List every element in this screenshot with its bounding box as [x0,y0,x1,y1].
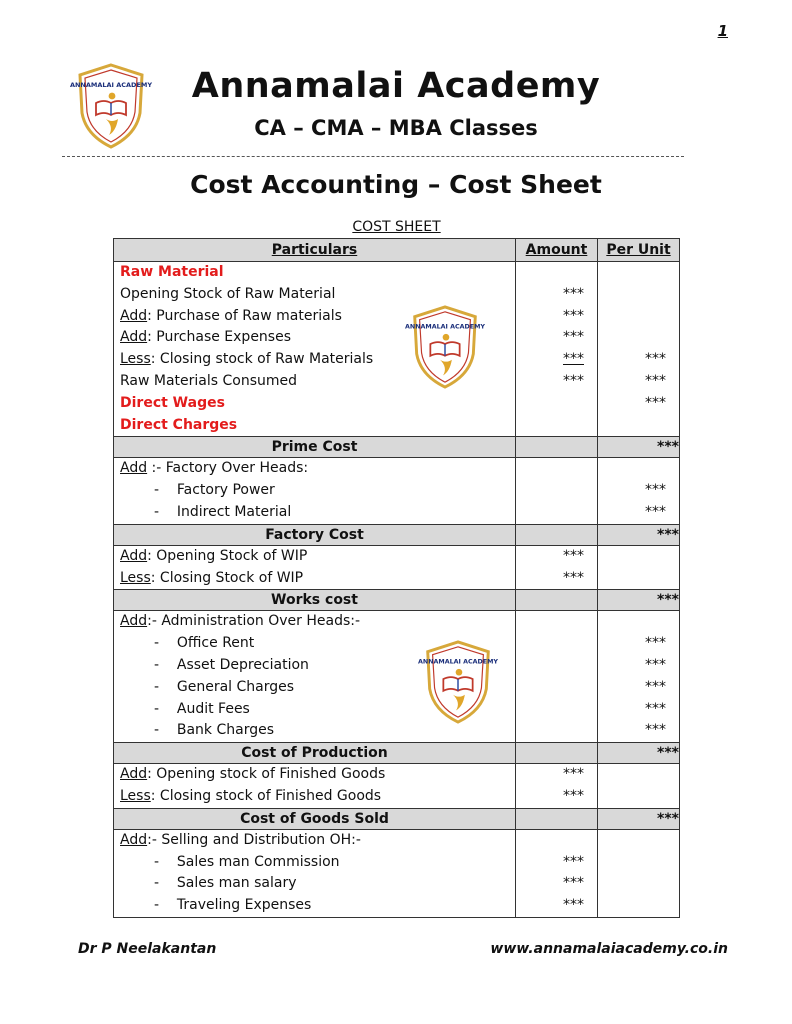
logo-text: ANNAMALAI ACADEMY [69,81,153,89]
closing-stock-wip: Less: Closing Stock of WIP [120,569,304,586]
svg-text:ANNAMALAI ACADEMY: ANNAMALAI ACADEMY [405,323,485,331]
opening-stock-raw-material: Opening Stock of Raw Material [120,285,336,302]
works-cost-label: Works cost [114,590,516,611]
per-unit-cell: *** [645,656,666,673]
amount-cell: *** [563,787,584,804]
cost-of-production-label: Cost of Production [114,743,516,764]
raw-material-heading: Raw Material [120,264,224,280]
per-unit-cell: *** [645,351,666,368]
footer-author: Dr P Neelakantan [78,941,217,957]
per-unit-cell: *** [645,722,666,739]
svg-text:ANNAMALAI ACADEMY: ANNAMALAI ACADEMY [418,658,498,666]
direct-charges: Direct Charges [120,416,238,433]
list-item: - General Charges [154,678,295,695]
list-item: - Audit Fees [154,700,250,717]
academy-title: Annamalai Academy [191,66,601,106]
admin-overheads-block [114,611,680,743]
list-item: - Sales man salary [154,875,297,892]
closing-stock-finished-goods: Less: Closing stock of Finished Goods [120,787,382,804]
purchase-expenses: Add: Purchase Expenses [120,329,292,346]
factory-overheads-label: Add :- Factory Over Heads: [120,460,309,477]
document-title: Cost Accounting – Cost Sheet [190,170,602,199]
cost-sheet-table [113,238,680,918]
amount-cell: *** [563,875,584,892]
column-header-per-unit: Per Unit [606,242,671,258]
per-unit-cell: *** [645,372,666,389]
factory-overheads-block [114,458,680,524]
per-unit-cell: *** [645,700,666,717]
column-header-amount: Amount [525,242,588,258]
list-item: - Office Rent [154,635,255,652]
per-unit-cell: *** [598,437,680,458]
cost-of-production-row [114,743,680,764]
wip-block [114,545,680,590]
amount-cell: *** [563,897,584,914]
amount-cell: *** [563,351,584,368]
per-unit-cell: *** [645,635,666,652]
amount-cell: *** [563,372,584,389]
opening-stock-wip: Add: Opening Stock of WIP [120,547,308,564]
list-item: - Factory Power [154,482,275,499]
footer-website[interactable]: www.annamalaiacademy.co.in [490,941,728,957]
list-item: - Asset Depreciation [154,656,309,673]
purchase-raw-materials: Add: Purchase of Raw materials [120,307,342,324]
amount-cell: *** [563,547,584,564]
direct-wages: Direct Wages [120,394,225,411]
per-unit-cell: *** [645,503,666,520]
prime-cost-row [114,437,680,458]
header-divider [62,156,684,157]
list-item: - Sales man Commission [154,853,340,870]
amount-cell: *** [563,569,584,586]
per-unit-cell: *** [645,482,666,499]
works-cost-row [114,590,680,611]
column-header-particulars: Particulars [271,242,358,258]
selling-overheads-label: Add:- Selling and Distribution OH:- [120,831,361,848]
cost-sheet-caption: COST SHEET [352,219,441,235]
per-unit-cell: *** [645,394,666,411]
per-unit-cell: *** [645,678,666,695]
prime-cost-label: Prime Cost [114,437,516,458]
per-unit-cell: *** [598,808,680,829]
amount-cell: *** [563,307,584,324]
closing-stock-raw-materials: Less: Closing stock of Raw Materials [120,351,374,368]
amount-cell: *** [563,853,584,870]
page-number: 1 [717,22,728,40]
admin-overheads-label: Add:- Administration Over Heads:- [120,613,361,630]
raw-material-block [114,262,680,437]
amount-cell: *** [563,329,584,346]
selling-overheads-block [114,829,680,917]
amount-cell: *** [563,766,584,783]
academy-subtitle: CA – CMA – MBA Classes [254,116,538,140]
cost-of-goods-sold-label: Cost of Goods Sold [114,808,516,829]
factory-cost-row [114,524,680,545]
cost-of-goods-sold-row [114,808,680,829]
factory-cost-label: Factory Cost [114,524,516,545]
list-item: - Indirect Material [154,503,292,520]
table-header-row [114,239,680,262]
per-unit-cell: *** [598,590,680,611]
per-unit-cell: *** [598,524,680,545]
amount-cell: *** [563,285,584,302]
list-item: - Traveling Expenses [154,897,312,914]
list-item: - Bank Charges [154,722,275,739]
watermark-logo [418,640,498,724]
finished-goods-block [114,764,680,809]
per-unit-cell: *** [598,743,680,764]
opening-stock-finished-goods: Add: Opening stock of Finished Goods [120,766,386,783]
raw-materials-consumed: Raw Materials Consumed [120,372,298,389]
watermark-logo [405,305,485,389]
